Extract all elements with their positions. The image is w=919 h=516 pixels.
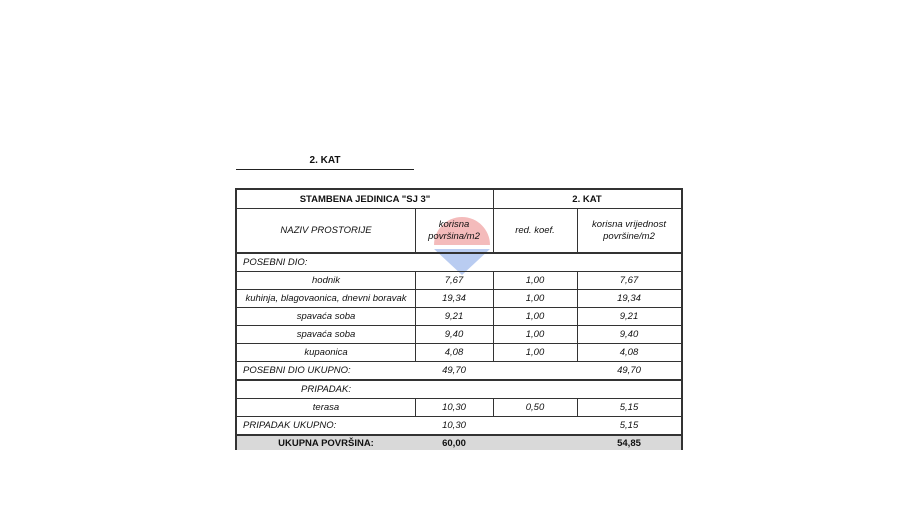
divider <box>493 272 494 361</box>
room-value: 9,21 <box>619 311 639 322</box>
subtotal-area: 49,70 <box>442 365 466 376</box>
subtotal-row <box>237 362 681 379</box>
grand-total-label: UKUPNA POVRŠINA: <box>278 437 374 449</box>
col-header-area-line1: korisna <box>438 218 470 230</box>
room-area: 9,40 <box>444 329 464 340</box>
room-coef: 1,00 <box>525 293 545 304</box>
appurtenance-name: terasa <box>312 402 340 413</box>
room-area: 4,08 <box>444 347 464 358</box>
room-value: 9,40 <box>619 329 639 340</box>
divider <box>493 399 494 416</box>
divider <box>577 209 578 252</box>
section-title-row <box>237 254 681 271</box>
appurtenance-area: 10,30 <box>442 402 466 413</box>
room-name: kuhinja, blagovaonica, dnevni boravak <box>245 293 407 304</box>
col-header-value <box>577 209 681 252</box>
grand-total-value: 54,85 <box>617 437 641 449</box>
table-header-row-1 <box>237 190 681 208</box>
section-title: POSEBNI DIO: <box>243 257 308 268</box>
table-header-row-2 <box>237 209 681 252</box>
divider <box>577 272 578 361</box>
room-area: 7,67 <box>444 275 464 286</box>
room-coef: 1,00 <box>525 311 545 322</box>
col-header-name: NAZIV PROSTORIJE <box>280 225 372 236</box>
grand-total-area: 60,00 <box>442 437 466 449</box>
room-value: 4,08 <box>619 347 639 358</box>
room-coef: 1,00 <box>525 347 545 358</box>
table-row <box>237 272 681 289</box>
col-header-value-line1: korisna vrijednost <box>592 218 666 230</box>
col-header-coef: red. koef. <box>515 225 555 236</box>
floor-title: 2. KAT <box>572 193 602 205</box>
divider <box>577 399 578 416</box>
appurtenance-value: 5,15 <box>619 402 639 413</box>
divider <box>415 272 416 361</box>
area-table <box>235 188 683 450</box>
unit-title: STAMBENA JEDINICA "SJ 3" <box>299 193 431 205</box>
table-row <box>237 290 681 307</box>
table-row <box>237 326 681 343</box>
subtotal-label: POSEBNI DIO UKUPNO: <box>243 365 351 376</box>
table-row <box>237 308 681 325</box>
subtotal-value: 49,70 <box>617 365 641 376</box>
section-title: PRIPADAK: <box>301 384 351 395</box>
divider <box>493 190 494 252</box>
room-coef: 1,00 <box>525 329 545 340</box>
room-area: 9,21 <box>444 311 464 322</box>
table-row <box>237 344 681 361</box>
col-header-area <box>415 209 493 252</box>
subtotal-row <box>237 417 681 434</box>
col-header-value-line2: površine/m2 <box>603 230 655 242</box>
table-row <box>237 399 681 416</box>
room-value: 19,34 <box>617 293 641 304</box>
col-header-area-line2: površina/m2 <box>428 230 480 242</box>
divider <box>415 399 416 416</box>
room-name: kupaonica <box>304 347 348 358</box>
grand-total-row <box>237 436 681 450</box>
room-value: 7,67 <box>619 275 639 286</box>
subtotal-area: 10,30 <box>442 420 466 431</box>
section-title-row <box>237 381 681 398</box>
room-area: 19,34 <box>442 293 466 304</box>
room-coef: 1,00 <box>525 275 545 286</box>
divider <box>415 209 416 252</box>
floor-heading: 2. KAT <box>236 155 414 170</box>
subtotal-label: PRIPADAK UKUPNO: <box>243 420 337 431</box>
subtotal-value: 5,15 <box>619 420 639 431</box>
appurtenance-coef: 0,50 <box>525 402 545 413</box>
room-name: spavaća soba <box>296 329 356 340</box>
room-name: hodnik <box>312 275 340 286</box>
room-name: spavaća soba <box>296 311 356 322</box>
